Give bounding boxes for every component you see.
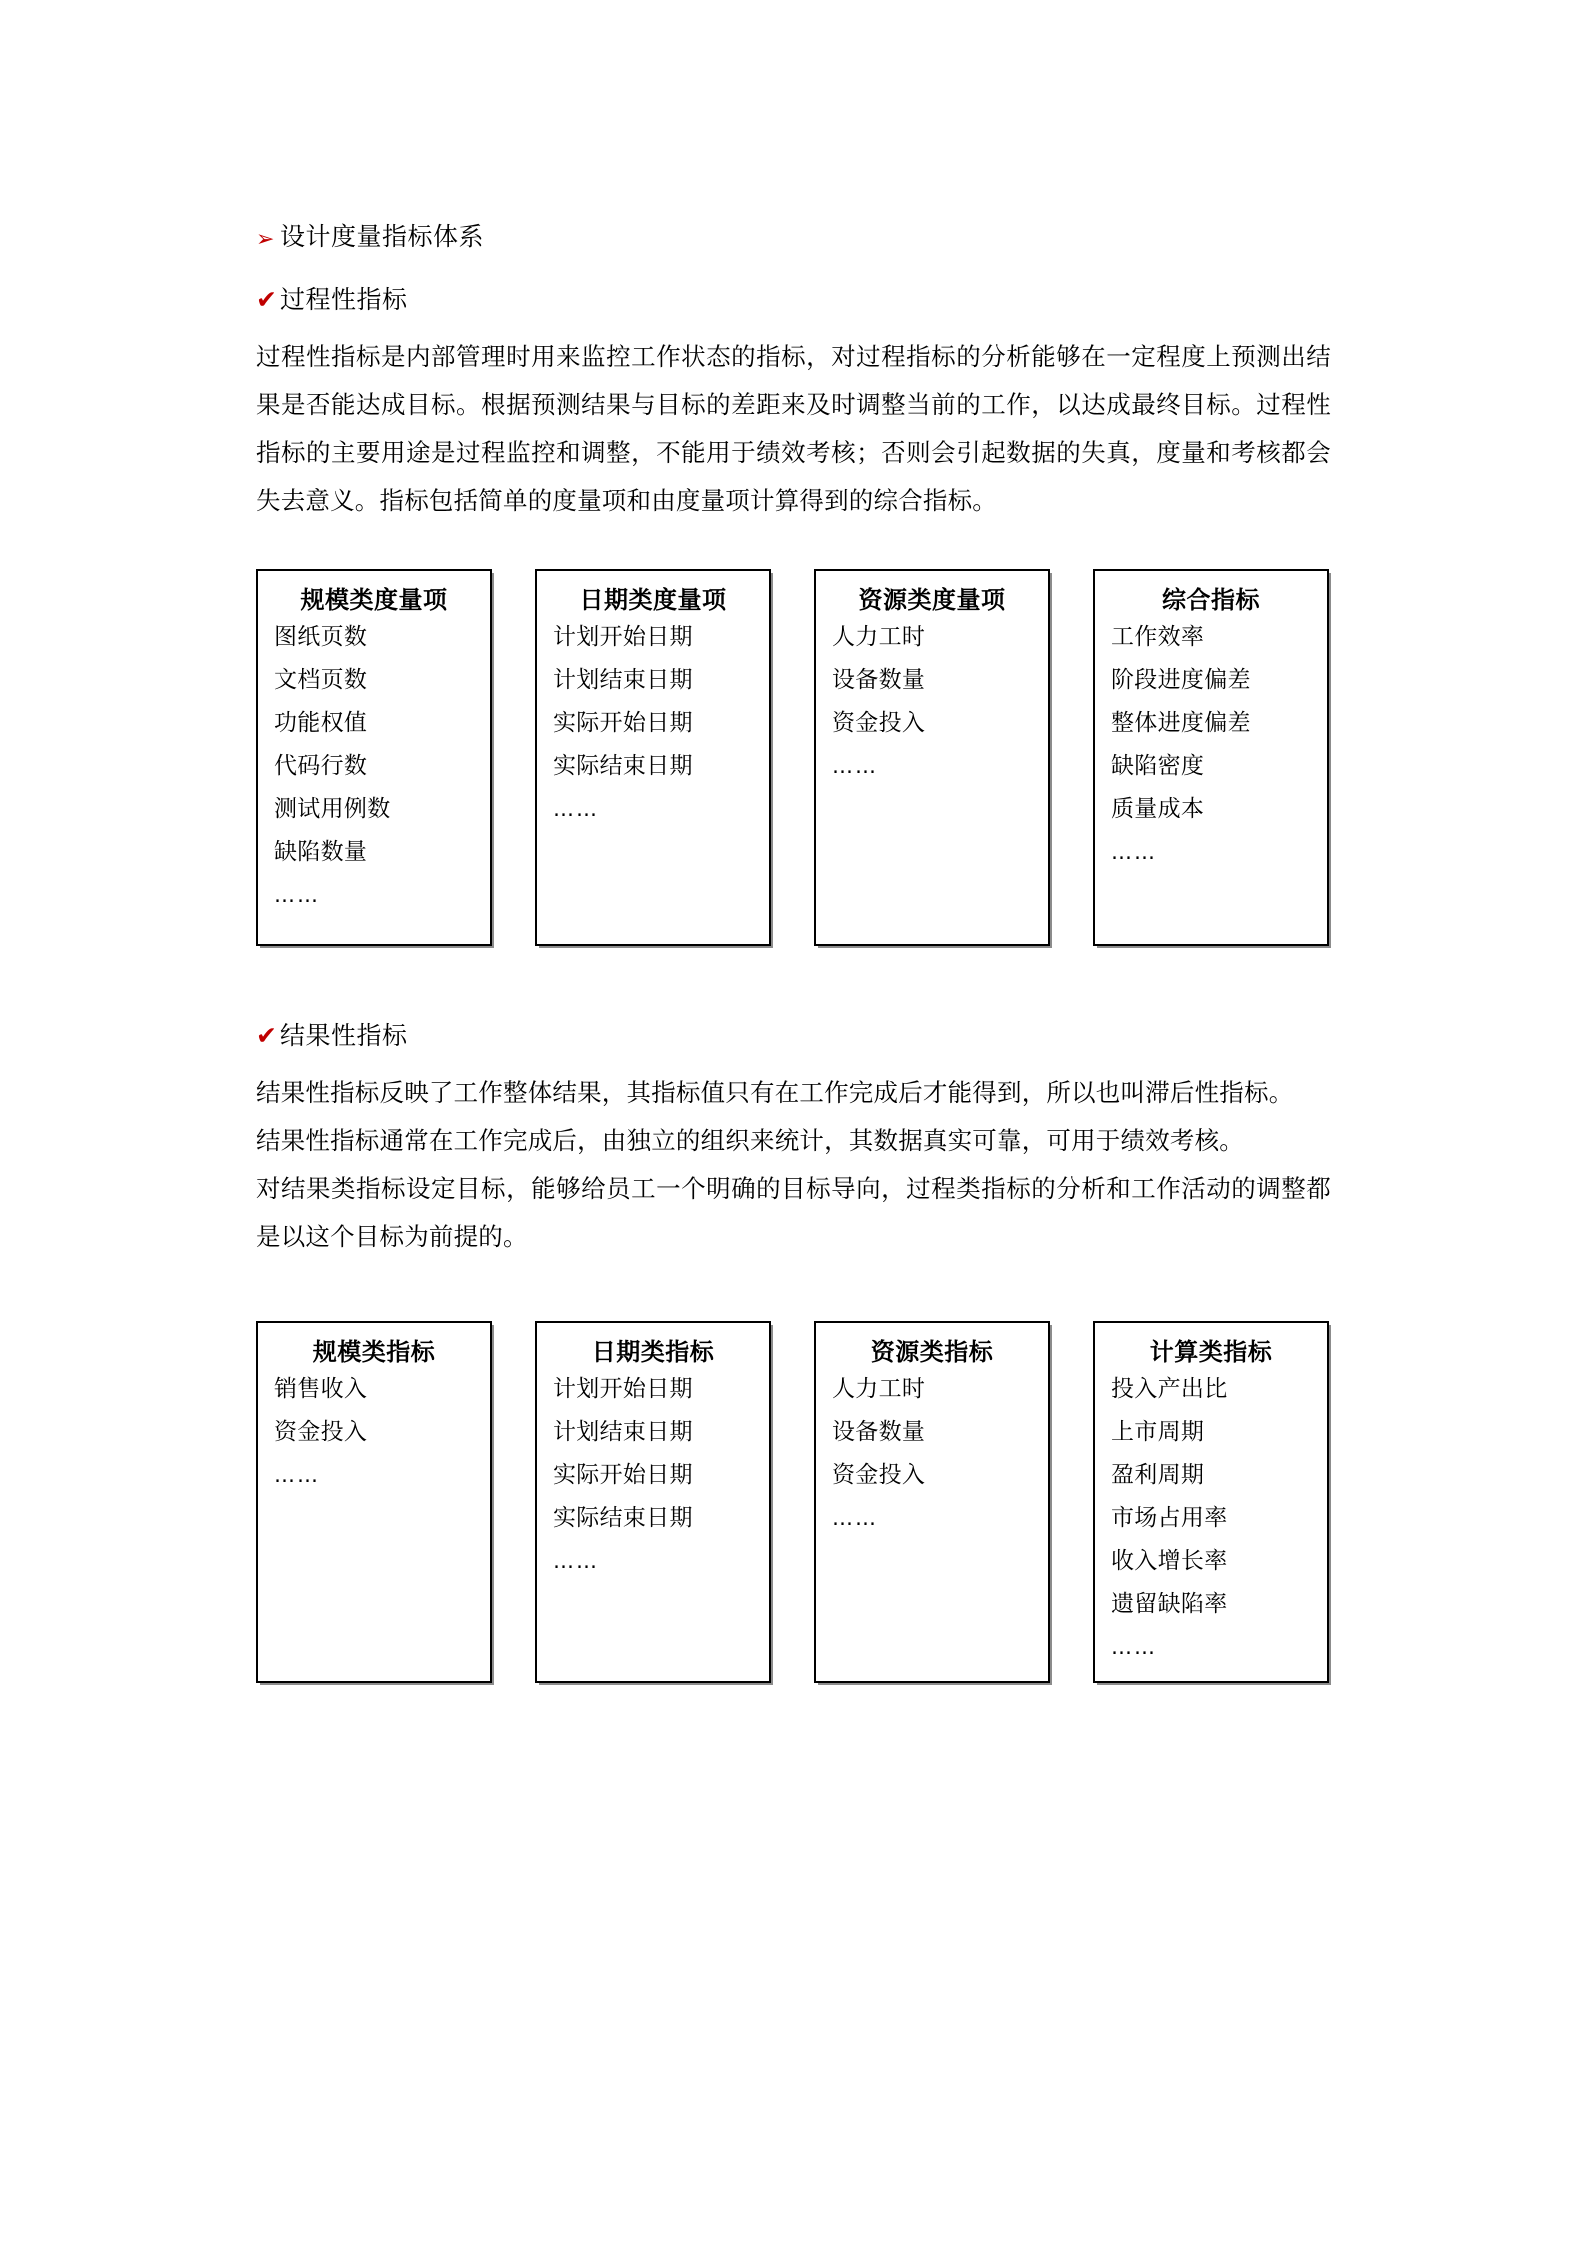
metric-box-composite-indicators <box>1093 569 1329 946</box>
list-item: 计划结束日期 <box>553 1419 693 1445</box>
metric-box-title: 日期类度量项 <box>579 586 727 614</box>
metric-box-title: 综合指标 <box>1162 586 1260 614</box>
list-item-ellipsis: …… <box>832 1506 878 1530</box>
metric-item-list <box>537 621 769 825</box>
metric-box-scale-measures <box>256 569 492 946</box>
list-item: 实际结束日期 <box>553 1505 693 1531</box>
heading-design-metric-system <box>256 222 1331 252</box>
metric-item-list <box>258 1373 490 1491</box>
list-item: 测试用例数 <box>274 796 391 822</box>
list-item-ellipsis: …… <box>1111 840 1157 864</box>
list-item-ellipsis: …… <box>553 1549 599 1573</box>
paragraph-process-metrics: 过程性指标是内部管理时用来监控工作状态的指标，对过程指标的分析能够在一定程度上预测出结果是否能达成目标。根据预测结果与目标的差距来及时调整当前的工作，以达成最终目标。过程性指标的主要用途是过程监控和调整，不能用于绩效考核；否则会引起数据的失真，度量和考核都会失去意义。指标包括简单的度量项和由度量项计算得到的综合指标。 <box>256 342 1331 515</box>
document-content <box>256 0 1331 1683</box>
paragraph-result-metrics-2: 结果性指标通常在工作完成后，由独立的组织来统计，其数据真实可靠，可用于绩效考核。 <box>256 1126 1244 1155</box>
list-item: 整体进度偏差 <box>1111 710 1251 736</box>
list-item: 缺陷密度 <box>1111 753 1205 779</box>
list-item: 实际结束日期 <box>553 753 693 779</box>
paragraph-result-metrics-1: 结果性指标反映了工作整体结果，其指标值只有在工作完成后才能得到，所以也叫滞后性指标。 <box>256 1078 1294 1107</box>
list-item-ellipsis: …… <box>1111 1635 1157 1659</box>
list-item: 盈利周期 <box>1111 1462 1205 1488</box>
list-item-ellipsis: …… <box>274 883 320 907</box>
list-item: 遗留缺陷率 <box>1111 1591 1228 1617</box>
metric-item-list <box>1095 621 1327 868</box>
metric-box-title: 计算类指标 <box>1149 1338 1273 1366</box>
check-bullet-icon: ✔ <box>256 285 277 314</box>
metric-item-list <box>816 621 1048 782</box>
metric-box-title: 资源类度量项 <box>858 586 1006 614</box>
list-item: 上市周期 <box>1111 1419 1205 1445</box>
arrow-bullet-icon: ➢ <box>256 227 275 252</box>
metric-item-list <box>816 1373 1048 1534</box>
list-item-ellipsis: …… <box>553 797 599 821</box>
heading-result-metrics <box>256 1021 1331 1051</box>
result-metric-box-row <box>256 1321 1331 1683</box>
heading-text: 过程性指标 <box>280 285 408 314</box>
list-item: 功能权值 <box>274 710 368 736</box>
paragraph-result-metrics-3: 对结果类指标设定目标，能够给员工一个明确的目标导向，过程类指标的分析和工作活动的调整都是以这个目标为前提的。 <box>256 1174 1331 1251</box>
list-item: 计划开始日期 <box>553 1376 693 1402</box>
list-item: 图纸页数 <box>274 624 368 650</box>
list-item: 代码行数 <box>274 753 368 779</box>
list-item: 阶段进度偏差 <box>1111 667 1251 693</box>
metric-box-title: 规模类指标 <box>312 1338 436 1366</box>
metric-box-date-indicators <box>535 1321 771 1683</box>
list-item: 收入增长率 <box>1111 1548 1228 1574</box>
list-item: 缺陷数量 <box>274 839 368 865</box>
list-item: 销售收入 <box>274 1376 368 1402</box>
process-metric-box-row <box>256 569 1331 946</box>
metric-box-resource-measures <box>814 569 1050 946</box>
list-item-ellipsis: …… <box>832 754 878 778</box>
heading-process-metrics <box>256 285 1331 315</box>
list-item: 文档页数 <box>274 667 368 693</box>
metric-box-resource-indicators <box>814 1321 1050 1683</box>
list-item: 设备数量 <box>832 667 926 693</box>
list-item: 资金投入 <box>832 710 926 736</box>
list-item: 工作效率 <box>1111 624 1205 650</box>
metric-item-list <box>258 621 490 911</box>
metric-box-scale-indicators <box>256 1321 492 1683</box>
list-item: 资金投入 <box>274 1419 368 1445</box>
metric-box-calculated-indicators <box>1093 1321 1329 1683</box>
list-item: 人力工时 <box>832 624 926 650</box>
list-item: 投入产出比 <box>1111 1376 1228 1402</box>
list-item: 人力工时 <box>832 1376 926 1402</box>
metric-box-date-measures <box>535 569 771 946</box>
list-item: 计划开始日期 <box>553 624 693 650</box>
check-bullet-icon: ✔ <box>256 1021 277 1050</box>
heading-text: 结果性指标 <box>280 1021 408 1050</box>
list-item: 资金投入 <box>832 1462 926 1488</box>
list-item: 实际开始日期 <box>553 1462 693 1488</box>
list-item: 设备数量 <box>832 1419 926 1445</box>
list-item: 质量成本 <box>1111 796 1205 822</box>
metric-item-list <box>537 1373 769 1577</box>
metric-box-title: 规模类度量项 <box>300 586 448 614</box>
list-item: 计划结束日期 <box>553 667 693 693</box>
metric-item-list <box>1095 1373 1327 1663</box>
list-item-ellipsis: …… <box>274 1463 320 1487</box>
metric-box-title: 日期类指标 <box>591 1338 715 1366</box>
list-item: 实际开始日期 <box>553 710 693 736</box>
list-item: 市场占用率 <box>1111 1505 1228 1531</box>
metric-box-title: 资源类指标 <box>870 1338 994 1366</box>
heading-text: 设计度量指标体系 <box>280 222 485 251</box>
